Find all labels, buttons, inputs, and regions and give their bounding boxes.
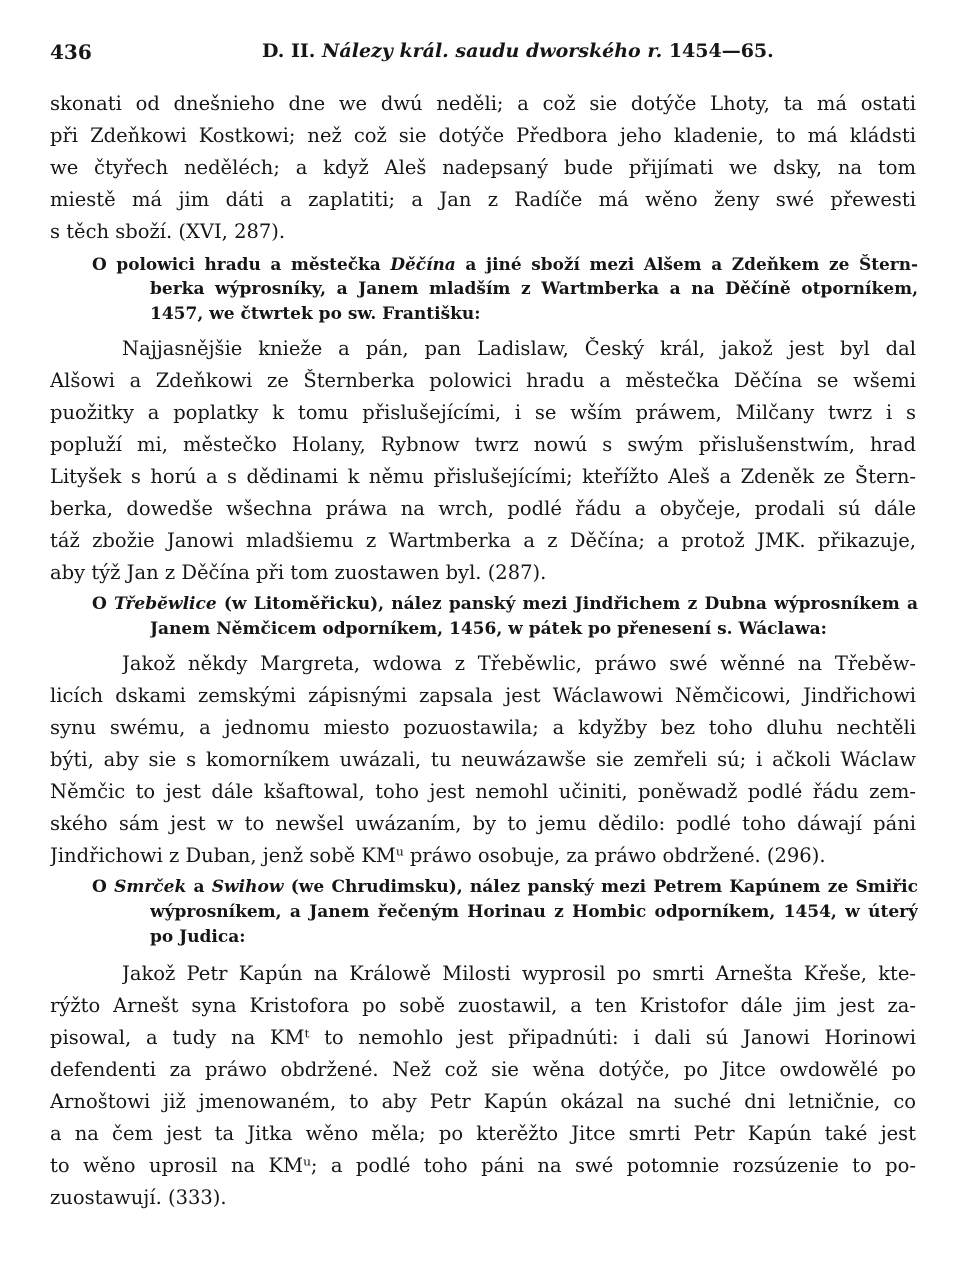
heading-text: (we Chrudimsku), nález panský mezi Petrem Kapúnem ze Smiřic — [290, 877, 918, 897]
text-line: zuostawují. (333). — [50, 1186, 227, 1209]
text-line: s těch sboží. (XVI, 287). — [50, 220, 286, 243]
text-line: miestě má jim dáti a zaplatiti; a Jan z Radíče má wěno ženy swé přewesti — [50, 188, 916, 211]
place-name: Děčína — [390, 254, 456, 274]
heading-text: O — [92, 877, 107, 897]
text-line: defendenti za práwo obdržené. Než což sie wěna dotýče, po Jitce owdowělé po — [50, 1058, 916, 1081]
heading-line — [92, 594, 918, 616]
running-header — [262, 40, 774, 62]
text-line: berka, dowedše wšechna práwa na wrch, podlé řádu a obyčeje, prodali sú dále — [50, 497, 916, 520]
text-line: aby týž Jan z Děčína při tom zuostawen byl. (287). — [50, 561, 547, 584]
text-line: býti, aby sie s komorníkem uwázali, tu neuwázawše sie zemřeli sú; i ačkoli Wáclaw — [50, 748, 916, 771]
heading-text: a jiné sboží mezi Alšem a Zdeňkem ze Štern- — [465, 254, 918, 274]
text-line: synu swému, a jednomu miesto pozuostawila; a kdyžby bez toho dluhu nechtěli — [50, 716, 916, 739]
text-line: rýžto Arnešt syna Kristofora po sobě zuostawil, a ten Kristofor dále jim jest za- — [50, 994, 916, 1017]
text-line: skonati od dnešnieho dne we dwú neděli; a což sie dotýče Lhoty, ta má ostati — [50, 92, 916, 115]
place-name: Smrček — [114, 877, 187, 897]
heading-line — [92, 877, 918, 899]
heading-line — [92, 254, 918, 276]
heading-line: po Judica: — [150, 927, 246, 947]
heading-line: Janem Němčicem odporníkem, 1456, w pátek po přenesení s. Wáclawa: — [150, 619, 827, 639]
text-line: a na čem jest ta Jitka wěno měla; po kterěžto Jitce smrti Petr Kapún také jest — [50, 1122, 916, 1145]
page-number: 436 — [50, 40, 92, 64]
text-line: Arnoštowi již jmenowaném, to aby Petr Kapún okázal na suché dni letničnie, co — [50, 1090, 916, 1113]
text-line: popluží mi, městečko Holany, Rybnow twrz nowú s swým přislušenstwím, hrad — [50, 433, 916, 456]
heading-line: wýprosníkem, a Janem řečeným Horinau z Hombic odporníkem, 1454, w úterý — [150, 902, 918, 922]
text-line: Lityšek s horú a s dědinami k němu přislušejícími; kteřížto Aleš a Zdeněk ze Štern- — [50, 465, 916, 488]
heading-line: berka wýprosníky, a Janem mladším z Wartmberka a na Děčíně otporníkem, — [150, 279, 918, 299]
heading-text: (w Litoměřicku), nález panský mezi Jindřichem z Dubna wýprosníkem a — [223, 594, 918, 614]
place-name: Swihow — [211, 877, 284, 897]
text-line: Němčic to jest dále kšaftowal, toho jest nemohl učiniti, poněwadž podlé řádu zem- — [50, 780, 916, 803]
text-line: puožitky a poplatky k tomu přislušejícími, i se wším práwem, Milčany twrz i s — [50, 401, 916, 424]
text-line: pisowal, a tudy na KMᵗ to nemohlo jest připadnúti: i dali sú Janowi Horinowi — [50, 1026, 916, 1049]
heading-text: O — [92, 594, 107, 614]
text-line: we čtyřech neděléch; a když Aleš nadepsaný bude přijímati we dsky, na tom — [50, 156, 916, 179]
header-title: Nálezy král. saudu dworského r. — [322, 40, 663, 62]
text-line: Jakož Petr Kapún na Králowě Milosti wyprosil po smrti Arnešta Křeše, kte- — [122, 962, 916, 985]
heading-text: O polowici hradu a městečka — [92, 254, 381, 274]
text-line: při Zdeňkowi Kostkowi; než což sie dotýče Předbora jeho kladenie, to má kládsti — [50, 124, 916, 147]
place-name: Třebĕwlice — [114, 594, 217, 614]
heading-line: 1457, we čtwrtek po sw. Františku: — [150, 304, 481, 324]
header-prefix: D. II. — [262, 40, 316, 62]
text-line: ského sám jest w to newšel uwázaním, by to jemu dědilo: podlé toho dáwají páni — [50, 812, 916, 835]
heading-text: a — [193, 877, 205, 897]
header-years: 1454—65. — [668, 40, 774, 62]
text-line: licích dskami zemskými zápisnými zapsala jest Wáclawowi Němčicowi, Jindřichowi — [50, 684, 916, 707]
text-line: táž zbožie Janowi mladšiemu z Wartmberka a z Děčína; a protož JMK. přikazuje, — [50, 529, 916, 552]
text-line: Jindřichowi z Duban, jenž sobě KMᵘ práwo osobuje, za práwo obdržené. (296). — [50, 844, 826, 867]
text-line: Alšowi a Zdeňkowi ze Šternberka polowici hradu a městečka Děčína se wšemi — [50, 369, 916, 392]
text-line: Jakož někdy Margreta, wdowa z Třeběwlic, práwo swé wěnné na Třeběw- — [122, 652, 916, 675]
text-line: to wěno uprosil na KMᵘ; a podlé toho páni na swé potomnie rozsúzenie to po- — [50, 1154, 916, 1177]
text-line: Najjasnějšie knieže a pán, pan Ladislaw, Český král, jakož jest byl dal — [122, 337, 916, 360]
